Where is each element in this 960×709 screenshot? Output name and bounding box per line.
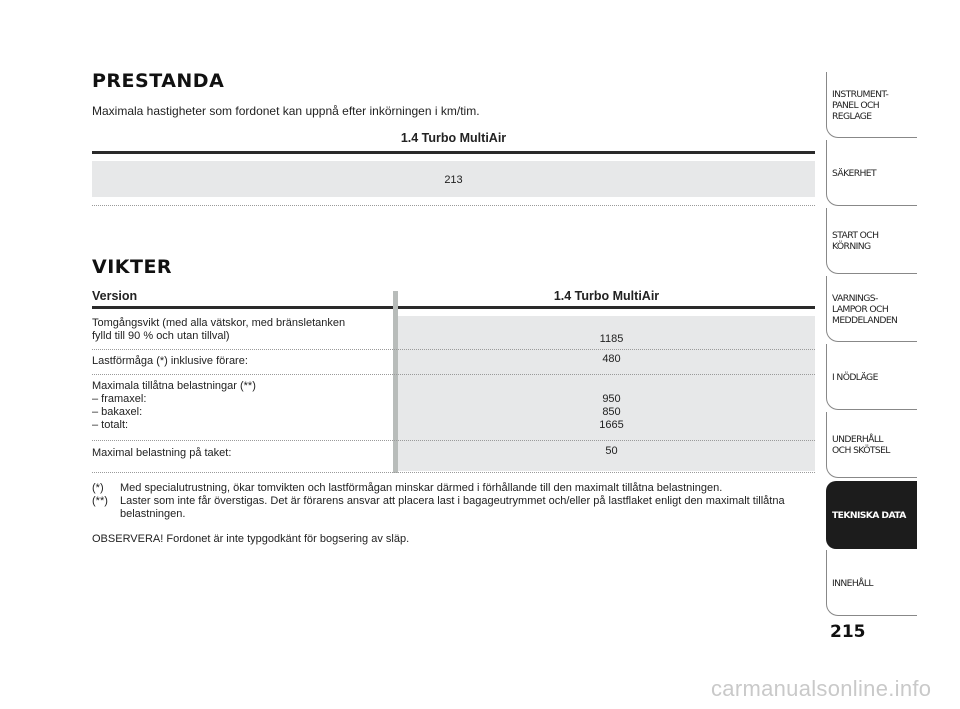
front-axle-value: 950 <box>602 393 621 405</box>
tab-label: VARNINGS- <box>832 292 878 304</box>
footnote-2-line2: belastningen. <box>120 508 186 520</box>
tab-label: OCH SKÖTSEL <box>832 445 890 456</box>
row-divider <box>92 349 815 350</box>
weights-col-version: Version <box>92 289 138 303</box>
total-value: 1665 <box>599 419 624 431</box>
tab-label: MEDDELANDEN <box>832 314 898 326</box>
tab-label: I NÖDLÄGE <box>832 371 878 383</box>
footnote-1-text: Med specialutrustning, ökar tomvikten och lastförmågan minskar därmed i förhållande till den maximalt tillåtna belastningen. <box>120 482 723 494</box>
weights-col-engine: 1.4 Turbo MultiAir <box>553 289 660 303</box>
sidebar-tab-maintenance[interactable] <box>826 412 917 478</box>
footnote-2-text <box>120 495 825 521</box>
curb-weight-label-line2: fylld till 90 % och utan tillval) <box>92 330 230 342</box>
payload-label: Lastförmåga (*) inklusive förare: <box>92 355 248 367</box>
rear-axle-label: – bakaxel: <box>92 406 143 418</box>
weights-row-curb-weight <box>92 317 345 343</box>
weights-heading: VIKTER <box>92 256 173 278</box>
weights-row-max-loads <box>92 380 256 432</box>
tab-label: INNEHÅLL <box>832 577 873 589</box>
sidebar-tab-contents[interactable] <box>826 550 917 616</box>
weights-row-max-loads-values <box>398 393 825 432</box>
sidebar-tab-safety[interactable] <box>826 140 917 206</box>
performance-engine-header: 1.4 Turbo MultiAir <box>400 131 507 145</box>
payload-value: 480 <box>602 353 621 365</box>
towing-note: OBSERVERA! Fordonet är inte typgodkänt för bogsering av släp. <box>92 533 410 545</box>
front-axle-label: – framaxel: <box>92 393 147 405</box>
roof-load-label: Maximal belastning på taket: <box>92 447 232 459</box>
sidebar-tab-instrument-panel[interactable] <box>826 72 917 138</box>
tab-label: SÄKERHET <box>832 167 877 179</box>
tab-label-active: TEKNISKA DATA <box>832 509 906 521</box>
sidebar-tab-start-driving[interactable] <box>826 208 917 274</box>
roof-load-value: 50 <box>605 445 618 457</box>
footnote-2-line1: Laster som inte får överstigas. Det är förarens ansvar att placera last i bagageutrymmet och/eller på lastflaket enligt den maximalt tillåtna <box>120 495 785 507</box>
rear-axle-value: 850 <box>602 406 621 418</box>
tab-label: LAMPOR OCH <box>832 303 889 315</box>
tab-label: INSTRUMENT- <box>832 88 889 100</box>
performance-table-rule <box>92 151 815 154</box>
performance-heading: PRESTANDA <box>92 70 225 92</box>
tab-label: KÖRNING <box>832 241 871 252</box>
weights-table-rule <box>92 306 815 309</box>
tab-label: REGLAGE <box>832 110 872 122</box>
row-divider <box>92 440 815 441</box>
curb-weight-value: 1185 <box>599 333 624 345</box>
weights-table-bottom-divider <box>92 472 815 473</box>
sidebar-tab-emergency[interactable] <box>826 344 917 410</box>
tab-label: PANEL OCH <box>832 99 880 111</box>
sidebar-tab-technical-data[interactable] <box>826 481 917 549</box>
page-number: 215 <box>830 622 866 642</box>
footnote-1-mark: (*) <box>92 482 104 494</box>
tab-label: UNDERHÅLL <box>832 434 883 445</box>
performance-intro: Maximala hastigheter som fordonet kan uppnå efter inkörningen i km/tim. <box>92 104 480 118</box>
total-label: – totalt: <box>92 419 129 431</box>
max-loads-label: Maximala tillåtna belastningar (**) <box>92 380 256 392</box>
tab-label: START OCH <box>832 230 879 241</box>
row-divider <box>92 374 815 375</box>
performance-divider <box>92 205 815 206</box>
curb-weight-label-line1: Tomgångsvikt (med alla vätskor, med bränsletanken <box>92 317 346 329</box>
footnote-2-mark: (**) <box>92 495 108 507</box>
sidebar-tab-warning-lights[interactable] <box>826 276 917 342</box>
watermark-text: carmanualsonline.info <box>711 676 932 701</box>
max-speed-value: 213 <box>444 174 463 186</box>
